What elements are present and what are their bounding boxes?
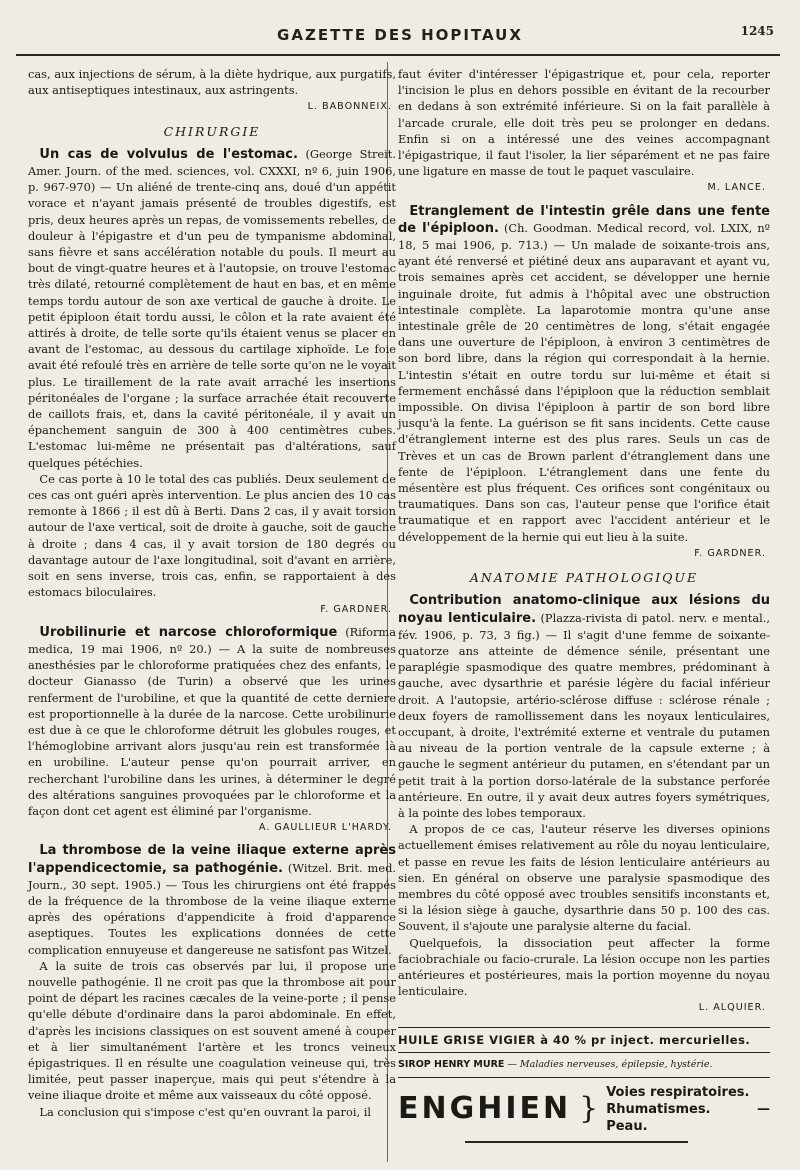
ad-brand: SIROP HENRY MURE xyxy=(398,1058,505,1070)
article-body: — Il s'agit d'une femme de soixante-quatorze ans atteinte de démence sénile, présentant une paraplégie spasmodique des quatre membres, prédominant à gauche, avec dysarthrie et parésie légère du facial inférieur droit. A l'autopsie, artério-sclérose diffuse : sclérose rénale ; deux foyers de ramollissement dans les noyaux lenticulaires, occupant, à droite, l'extrémité externe et ventrale du putamen au niveau de la portion ventrale de la capsule externe ; à gauche le segment antérieur du putamen, en s'étendant par un petit trait à la portion dorso-latérale de la substance perforée antérieure. En outre, il y avait deux autres foyers symétriques, à la pointe des lobes temporaux. xyxy=(398,627,770,820)
ad-enghien xyxy=(398,1084,770,1135)
article-body: — Tous les chirurgiens ont été frappés de la fréquence de la thrombose de la veine iliaque externe après des opérations d'appendicite à froid d'apparence aseptiques. Toutes les explications données de cette complication ennuyeuse et dangereuse ne satisfont pas Witzel. xyxy=(28,877,396,957)
continuation-signature: M. LANCE. xyxy=(707,182,766,194)
article-urobilinurie xyxy=(28,624,396,819)
section-heading-chirurgie: CHIRURGIE xyxy=(163,123,261,139)
intro-signature: L. BABONNEIX. xyxy=(307,101,392,113)
article-body: — A la suite de nombreuses anesthésies par le chloroforme pratiquées chez des enfants, le docteur Gianasso (de Turin) a observé que les urines renferment de l'urobiline, et que la quantité de cette derniere est proportionnelle à la durée de la narcose. Cette urobilinurie est due à ce que le chloroforme détruit les globules rouges, et l'hémoglobine arrivant alors jusqu'au rein est transformée là en urobiline. L'auteur pense qu'on pourrait arriver, en recherchant l'urobiline dans les urines, à déterminer le degré des altérations sanguines provoquées par le chloroforme et la façon dont cet agent est éliminé par l'organisme. xyxy=(28,641,396,818)
header-rule xyxy=(16,54,780,56)
section-heading-anatomie: ANATOMIE PATHOLOGIQUE xyxy=(469,570,699,586)
ad-rule xyxy=(398,1027,770,1028)
ad-huile-grise: HUILE GRISE VIGIER à 40 % pr inject. mercurielles. xyxy=(398,1032,751,1047)
article-body: — Un malade de soixante-trois ans, ayant été renversé et piétiné deux ans auparavant et ayant vu, trois semaines après cet accident, se développer une hernie inguinale droite, fut admis à l'hôpital avec une obstruction intestinale complète. La laparotomie montra qu'une anse intestinale grêle de 20 centimètres de long, s'était engagée dans une ouverture de l'épiploon, à environ 3 centimètres de son bord libre, dans la région qui correspondait à la hernie. L'intestin s'était en outre tordu sur lui-même et était si fermement enchâssé dans l'épiploon que la réduction semblait impossible. On divisa l'épiploon à partir de son bord libre jusqu'à la fente. La guérison se fit sans incidents. Cette cause d'étranglement interne est des plus rares. Seuls un cas de Trèves et un cas de Brown parlent d'étranglement dans une fente de l'épiploon. L'étranglement dans une fente du mésentère est plus fréquent. Ces orifices sont congénitaux ou traumatiques. Dans son cas, l'auteur pense que l'orifice était traumatique et en rapport avec l'accident antérieur et le développement de la hernie qui eut lieu à la suite. xyxy=(398,238,771,544)
ad-description: — Maladies nerveuses, épilepsie, hystérie. xyxy=(504,1058,713,1070)
article-paragraph: La conclusion qui s'impose c'est qu'en ouvrant la paroi, il xyxy=(39,1104,372,1119)
enghien-line: Voies respiratoires. xyxy=(606,1084,750,1100)
enghien-wordmark: ENGHIEN xyxy=(398,1091,572,1127)
article-title: Un cas de volvulus de l'estomac. xyxy=(39,146,298,162)
enghien-indications xyxy=(606,1084,770,1135)
article-title: La thrombose de la veine iliaque externe après l'appendicectomie, sa pathogénie. xyxy=(28,843,396,876)
ad-rule xyxy=(398,1052,770,1053)
enghien-line: Rhumatismes. — Peau. xyxy=(606,1101,770,1134)
article-signature: A. GAULLIEUR L'HARDY. xyxy=(258,822,392,834)
article-volvulus xyxy=(28,146,396,471)
article-signature: L. ALQUIER. xyxy=(698,1002,766,1014)
article-noyau-lenticulaire xyxy=(398,592,770,821)
article-citation: (Ch. Goodman. Medical record, vol. LXIX, nº 18, 5 mai 1906, p. 713.) xyxy=(398,220,771,253)
article-title: Contribution anatomo-clinique aux lésions du noyau lenticulaire. xyxy=(398,593,770,626)
article-paragraph: Ce cas porte à 10 le total des cas publiés. Deux seulement de ces cas ont guéri après intervention. Le plus ancien des 10 cas remonte à 1866 ; il est dû à Berti. Dans 2 cas, il y avait torsion autour de l'axe vertical, soit de droite à gauche, soit de gauche à droite ; dans 4 cas, il y avait torsion de 180 degrés ou davantage autour de l'axe longitudinal, soit d'avant en arrière, soit en sens inverse, trois cas, enfin, se rapportaient à des estomacs biloculaires. xyxy=(28,471,396,600)
right-column xyxy=(398,66,770,1143)
article-citation: (Witzel. Brit. med. Journ., 30 sept. 1905.) xyxy=(28,860,396,892)
article-signature: F. GARDNER. xyxy=(320,603,392,615)
article-paragraph: A propos de ce cas, l'auteur réserve les diverses opinions actuellement émises relativement au rôle du noyau lenticulaire, et passe en revue les faits de lésion lenticulaire antérieurs au sien. En général on observe une paralysie spasmodique des membres du côté opposé avec troubles sensitifs inconstants et, si la lésion siège à gauche, dysarthrie dans 50 p. 100 des cas. Souvent, il s'ajoute une paralysie alterne du facial. xyxy=(398,822,770,934)
ad-sirop-henry-mure xyxy=(398,1057,770,1073)
advertisement-block xyxy=(398,1027,770,1143)
article-citation: (George Streit. Amer. Journ. of the med. sciences, vol. CXXXI, nº 6, juin 1906, p. 967-970) xyxy=(28,146,396,195)
page-header xyxy=(0,22,800,52)
ad-bottom-rule xyxy=(465,1141,688,1143)
page-number: 1245 xyxy=(740,24,774,38)
article-paragraph: Quelquefois, la dissociation peut affecter la forme faciobrachiale ou facio-crurale. La lésion occupe non les parties antérieures et postérieures, mais la portion moyenne du noyau lenticulaire. xyxy=(398,935,770,999)
article-citation: (Plazza-rivista di patol. nerv. e mental., fév. 1906, p. 73, 3 fig.) xyxy=(398,610,770,642)
ad-rule xyxy=(398,1077,770,1078)
article-thrombose xyxy=(28,842,396,957)
article-title: Etranglement de l'intestin grêle dans une fente de l'épiploon. xyxy=(398,203,770,236)
article-title: Urobilinurie et narcose chloroformique xyxy=(39,624,338,640)
article-citation: (Riforma medica, 19 mai 1906, nº 20.) xyxy=(28,624,396,656)
article-body: — Un aliéné de trente-cinq ans, doué d'un appétit vorace et n'ayant jamais présenté de troubles digestifs, est pris, deux heures après un repas, de vomissements rebelles, de douleur à l'épigastre et d'un peu de tympanisme abdominal, sans fièvre et sans accélération notable du pouls. Il meurt au bout de vingt-quatre heures et à l'autopsie, on trouve l'estomac très dilaté, retourné complètement de haut en bas, et en même temps tordu autour de son axe vertical de gauche à droite. Le petit épiploon était tordu aussi, le côlon et la rate avaient été attirés à droite, de telle sorte qu'ils étaient venus se placer en avant de l'estomac, au dessous du cartilage xiphoïde. Le foie avait été refoulé très en arrière de telle sorte qu'on ne le voyait plus. Le tiraillement de la rate avait arraché les insertions péritonéales de l'organe ; la surface arrachée était recouverte de caillots frais, et, dans la cavité péritonéale, il y avait un épanchement sanguin de 300 à 400 centimètres cubes. L'estomac lui-même ne présentait pas d'altérations, sauf quelques pétéchies. xyxy=(28,180,396,470)
journal-title: GAZETTE DES HOPITAUX xyxy=(277,26,523,44)
continuation-paragraph: faut éviter d'intéresser l'épigastrique et, pour cela, reporter l'incision le plus en dehors possible en évitant de la recourber en dedans à son extrémité inférieure. Si on la fait parallèle à l'arcade crurale, elle doit très peu se prolonger en dedans. Enfin si on a intéressé une des veines accompagnant l'épigastrique, il faut l'isoler, la lier séparément et ne pas faire une ligature en masse de tout le paquet vasculaire. xyxy=(398,67,770,179)
article-etranglement xyxy=(398,203,770,545)
article-signature: F. GARDNER. xyxy=(694,547,766,559)
intro-paragraph: cas, aux injections de sérum, à la diète hydrique, aux purgatifs, aux antiseptiques intestinaux, aux astringents. xyxy=(28,67,396,98)
left-column xyxy=(28,66,396,1120)
brace-glyph: } xyxy=(579,1091,599,1127)
article-paragraph: A la suite de trois cas observés par lui, il propose une nouvelle pathogénie. Il ne croit pas que la thrombose ait pour point de départ les racines cæcales de la veine-porte ; il pense qu'elle débute d'ordinaire dans la paroi abdominale. En effet, d'après les incisions classiques on est souvent amené à couper et à lier simultanément l'artère et les troncs veineux épigastriques. Il en résulte une coagulation veineuse qui, très limitée, peut passer inaperçue, mais qui peut s'étendre à la veine iliaque droite et même aux vaisseaux du côté opposé. xyxy=(28,958,396,1103)
